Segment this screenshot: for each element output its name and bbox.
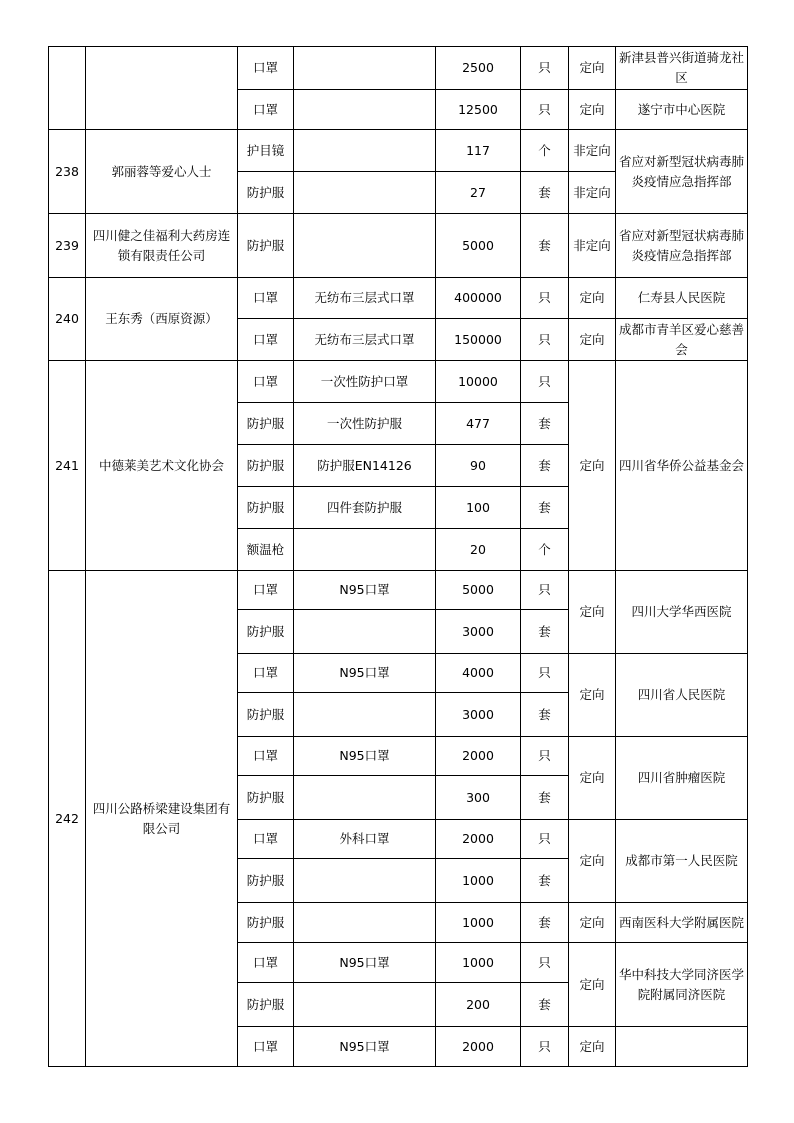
item-name-cell: 口罩 bbox=[238, 820, 294, 859]
donor-name-cell: 四川健之佳福利大药房连锁有限责任公司 bbox=[86, 214, 238, 278]
unit-cell: 只 bbox=[521, 90, 569, 130]
direction-cell: 定向 bbox=[569, 361, 616, 571]
recipient-cell: 四川省人民医院 bbox=[616, 654, 748, 737]
direction-cell: 定向 bbox=[569, 943, 616, 1027]
item-spec-cell bbox=[294, 693, 436, 737]
direction-cell: 非定向 bbox=[569, 172, 616, 214]
item-name-cell: 额温枪 bbox=[238, 529, 294, 571]
item-spec-cell bbox=[294, 983, 436, 1027]
row-number-cell: 241 bbox=[49, 361, 86, 571]
table-row bbox=[49, 214, 748, 278]
item-spec-cell bbox=[294, 47, 436, 90]
item-spec-cell bbox=[294, 610, 436, 654]
quantity-cell: 1000 bbox=[436, 903, 521, 943]
item-spec-cell: N95口罩 bbox=[294, 1027, 436, 1067]
item-spec-cell: N95口罩 bbox=[294, 571, 436, 610]
quantity-cell: 200 bbox=[436, 983, 521, 1027]
direction-cell: 定向 bbox=[569, 571, 616, 654]
recipient-cell: 成都市青羊区爱心慈善会 bbox=[616, 319, 748, 361]
donor-name-cell: 王东秀（西原资源） bbox=[86, 278, 238, 361]
quantity-cell: 20 bbox=[436, 529, 521, 571]
quantity-cell: 100 bbox=[436, 487, 521, 529]
item-name-cell: 防护服 bbox=[238, 610, 294, 654]
item-name-cell: 防护服 bbox=[238, 403, 294, 445]
unit-cell: 只 bbox=[521, 654, 569, 693]
unit-cell: 套 bbox=[521, 214, 569, 278]
row-number-cell bbox=[49, 47, 86, 130]
quantity-cell: 117 bbox=[436, 130, 521, 172]
table-body bbox=[49, 47, 748, 1067]
unit-cell: 只 bbox=[521, 571, 569, 610]
item-spec-cell bbox=[294, 903, 436, 943]
direction-cell: 定向 bbox=[569, 654, 616, 737]
item-name-cell: 口罩 bbox=[238, 737, 294, 776]
table-row bbox=[49, 571, 748, 610]
unit-cell: 套 bbox=[521, 903, 569, 943]
item-spec-cell: 一次性防护口罩 bbox=[294, 361, 436, 403]
unit-cell: 只 bbox=[521, 361, 569, 403]
quantity-cell: 300 bbox=[436, 776, 521, 820]
unit-cell: 只 bbox=[521, 278, 569, 319]
item-name-cell: 口罩 bbox=[238, 90, 294, 130]
recipient-cell: 成都市第一人民医院 bbox=[616, 820, 748, 903]
quantity-cell: 150000 bbox=[436, 319, 521, 361]
item-name-cell: 防护服 bbox=[238, 172, 294, 214]
unit-cell: 只 bbox=[521, 319, 569, 361]
unit-cell: 套 bbox=[521, 487, 569, 529]
item-name-cell: 口罩 bbox=[238, 361, 294, 403]
recipient-cell: 西南医科大学附属医院 bbox=[616, 903, 748, 943]
unit-cell: 个 bbox=[521, 130, 569, 172]
item-spec-cell: N95口罩 bbox=[294, 737, 436, 776]
item-spec-cell bbox=[294, 776, 436, 820]
unit-cell: 套 bbox=[521, 983, 569, 1027]
direction-cell: 定向 bbox=[569, 737, 616, 820]
quantity-cell: 3000 bbox=[436, 610, 521, 654]
recipient-cell: 新津县普兴街道骑龙社区 bbox=[616, 47, 748, 90]
unit-cell: 只 bbox=[521, 943, 569, 983]
recipient-cell: 四川省肿瘤医院 bbox=[616, 737, 748, 820]
unit-cell: 套 bbox=[521, 859, 569, 903]
item-name-cell: 防护服 bbox=[238, 983, 294, 1027]
quantity-cell: 10000 bbox=[436, 361, 521, 403]
direction-cell: 定向 bbox=[569, 90, 616, 130]
quantity-cell: 2000 bbox=[436, 820, 521, 859]
recipient-cell: 遂宁市中心医院 bbox=[616, 90, 748, 130]
quantity-cell: 1000 bbox=[436, 859, 521, 903]
unit-cell: 只 bbox=[521, 737, 569, 776]
direction-cell: 定向 bbox=[569, 278, 616, 319]
item-spec-cell: 无纺布三层式口罩 bbox=[294, 319, 436, 361]
item-name-cell: 防护服 bbox=[238, 776, 294, 820]
recipient-cell: 四川大学华西医院 bbox=[616, 571, 748, 654]
unit-cell: 套 bbox=[521, 172, 569, 214]
item-spec-cell bbox=[294, 214, 436, 278]
item-name-cell: 口罩 bbox=[238, 654, 294, 693]
item-name-cell: 防护服 bbox=[238, 903, 294, 943]
item-name-cell: 口罩 bbox=[238, 319, 294, 361]
item-name-cell: 口罩 bbox=[238, 571, 294, 610]
quantity-cell: 400000 bbox=[436, 278, 521, 319]
unit-cell: 套 bbox=[521, 693, 569, 737]
recipient-cell: 华中科技大学同济医学院附属同济医院 bbox=[616, 943, 748, 1027]
quantity-cell: 90 bbox=[436, 445, 521, 487]
item-spec-cell: N95口罩 bbox=[294, 943, 436, 983]
recipient-cell: 四川省华侨公益基金会 bbox=[616, 361, 748, 571]
unit-cell: 个 bbox=[521, 529, 569, 571]
direction-cell: 定向 bbox=[569, 47, 616, 90]
item-name-cell: 防护服 bbox=[238, 859, 294, 903]
direction-cell: 定向 bbox=[569, 319, 616, 361]
donor-name-cell: 郭丽蓉等爱心人士 bbox=[86, 130, 238, 214]
direction-cell: 非定向 bbox=[569, 214, 616, 278]
quantity-cell: 2500 bbox=[436, 47, 521, 90]
item-name-cell: 防护服 bbox=[238, 693, 294, 737]
table-row bbox=[49, 361, 748, 403]
recipient-cell: 省应对新型冠状病毒肺炎疫情应急指挥部 bbox=[616, 214, 748, 278]
item-spec-cell: 防护服EN14126 bbox=[294, 445, 436, 487]
quantity-cell: 12500 bbox=[436, 90, 521, 130]
table-row bbox=[49, 47, 748, 90]
quantity-cell: 2000 bbox=[436, 1027, 521, 1067]
item-spec-cell bbox=[294, 130, 436, 172]
unit-cell: 套 bbox=[521, 445, 569, 487]
item-name-cell: 口罩 bbox=[238, 943, 294, 983]
item-name-cell: 口罩 bbox=[238, 47, 294, 90]
recipient-cell: 省应对新型冠状病毒肺炎疫情应急指挥部 bbox=[616, 130, 748, 214]
quantity-cell: 5000 bbox=[436, 214, 521, 278]
item-spec-cell: 外科口罩 bbox=[294, 820, 436, 859]
item-spec-cell: 一次性防护服 bbox=[294, 403, 436, 445]
quantity-cell: 27 bbox=[436, 172, 521, 214]
item-name-cell: 护目镜 bbox=[238, 130, 294, 172]
row-number-cell: 238 bbox=[49, 130, 86, 214]
donor-name-cell bbox=[86, 47, 238, 130]
item-spec-cell bbox=[294, 859, 436, 903]
unit-cell: 套 bbox=[521, 776, 569, 820]
quantity-cell: 2000 bbox=[436, 737, 521, 776]
item-spec-cell bbox=[294, 90, 436, 130]
unit-cell: 只 bbox=[521, 820, 569, 859]
row-number-cell: 240 bbox=[49, 278, 86, 361]
direction-cell: 定向 bbox=[569, 1027, 616, 1067]
donor-name-cell: 中德莱美艺术文化协会 bbox=[86, 361, 238, 571]
item-name-cell: 防护服 bbox=[238, 214, 294, 278]
table-row bbox=[49, 278, 748, 319]
item-spec-cell: N95口罩 bbox=[294, 654, 436, 693]
quantity-cell: 3000 bbox=[436, 693, 521, 737]
direction-cell: 定向 bbox=[569, 820, 616, 903]
direction-cell: 非定向 bbox=[569, 130, 616, 172]
direction-cell: 定向 bbox=[569, 903, 616, 943]
row-number-cell: 239 bbox=[49, 214, 86, 278]
item-name-cell: 口罩 bbox=[238, 1027, 294, 1067]
unit-cell: 套 bbox=[521, 403, 569, 445]
recipient-cell bbox=[616, 1027, 748, 1067]
quantity-cell: 1000 bbox=[436, 943, 521, 983]
unit-cell: 套 bbox=[521, 610, 569, 654]
item-spec-cell bbox=[294, 529, 436, 571]
quantity-cell: 5000 bbox=[436, 571, 521, 610]
table-row bbox=[49, 130, 748, 172]
donor-name-cell: 四川公路桥梁建设集团有限公司 bbox=[86, 571, 238, 1067]
item-spec-cell: 无纺布三层式口罩 bbox=[294, 278, 436, 319]
item-name-cell: 防护服 bbox=[238, 487, 294, 529]
donation-table bbox=[48, 46, 748, 1067]
quantity-cell: 477 bbox=[436, 403, 521, 445]
recipient-cell: 仁寿县人民医院 bbox=[616, 278, 748, 319]
item-spec-cell bbox=[294, 172, 436, 214]
item-name-cell: 口罩 bbox=[238, 278, 294, 319]
quantity-cell: 4000 bbox=[436, 654, 521, 693]
unit-cell: 只 bbox=[521, 47, 569, 90]
item-spec-cell: 四件套防护服 bbox=[294, 487, 436, 529]
unit-cell: 只 bbox=[521, 1027, 569, 1067]
item-name-cell: 防护服 bbox=[238, 445, 294, 487]
row-number-cell: 242 bbox=[49, 571, 86, 1067]
